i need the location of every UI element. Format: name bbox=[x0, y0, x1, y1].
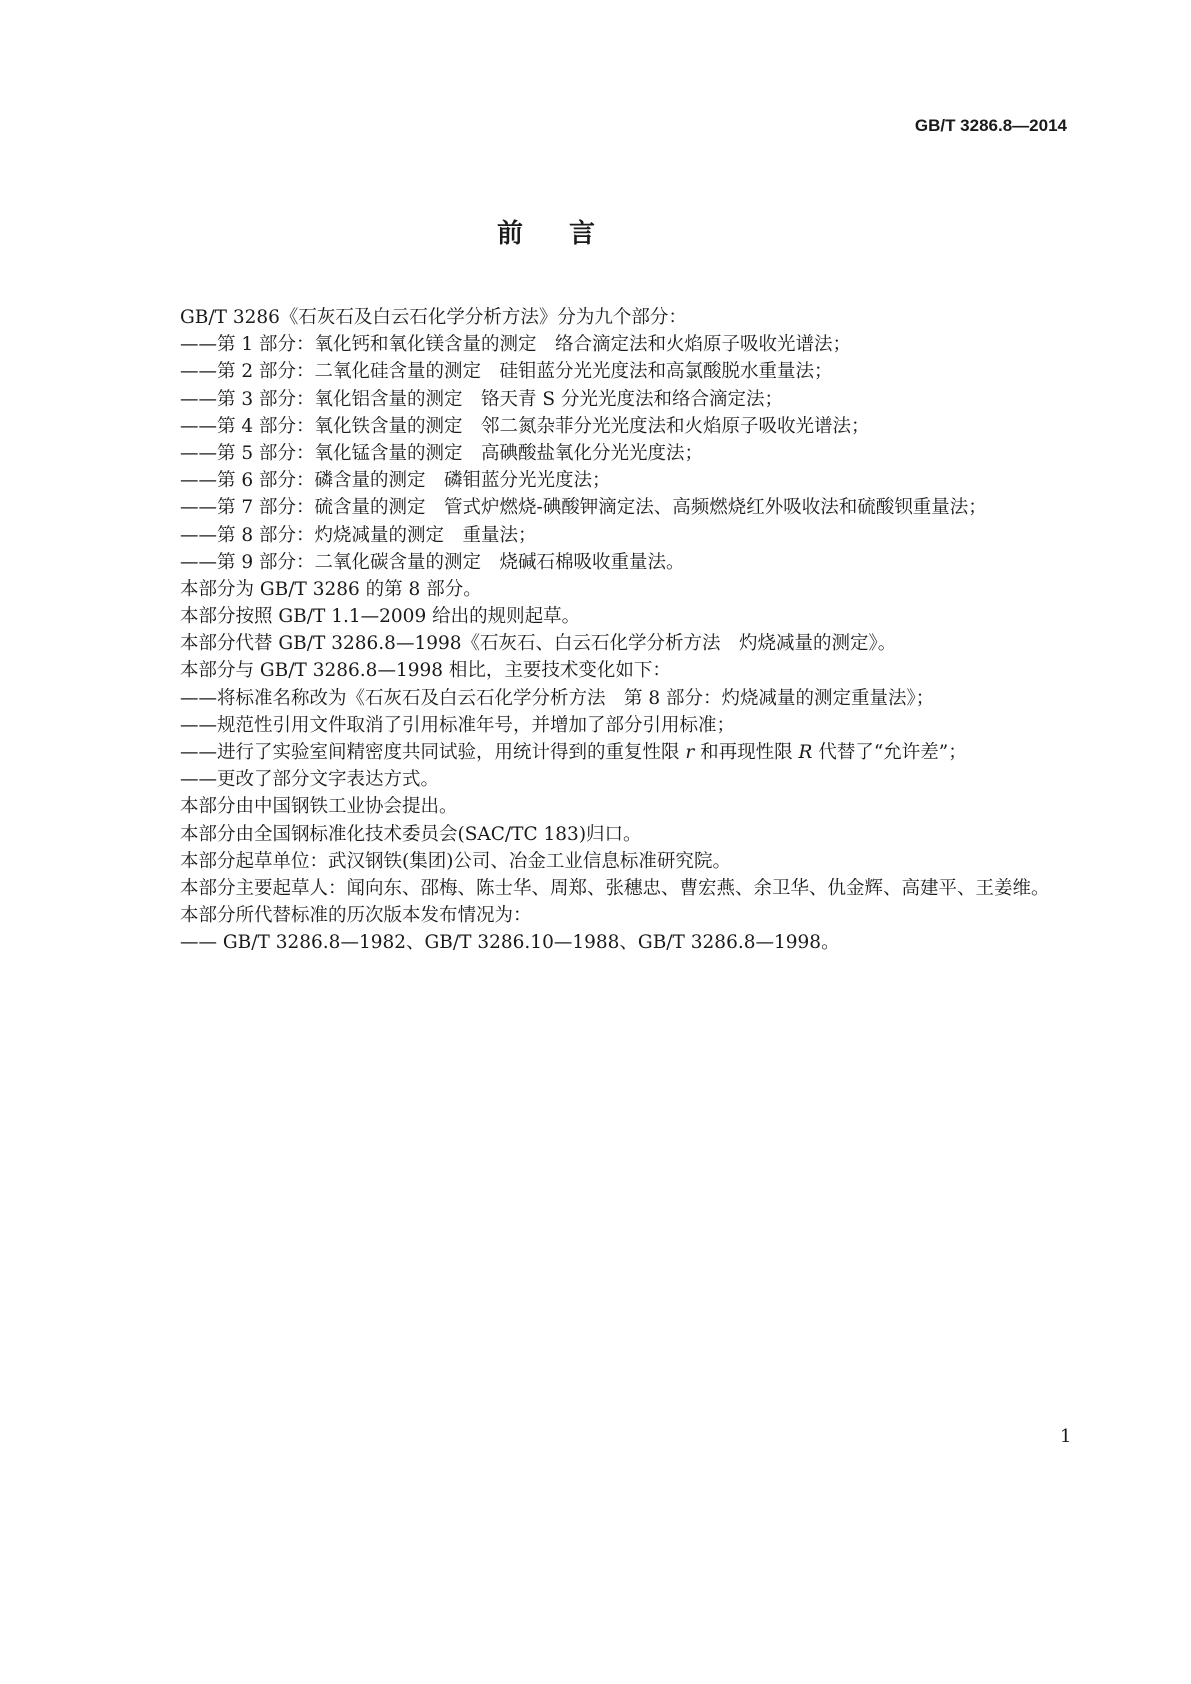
body-line: ——第 2 部分：二氧化硅含量的测定 硅钼蓝分光光度法和高氯酸脱水重量法； bbox=[180, 361, 833, 383]
precision-line-text: 代替了“允许差”； bbox=[812, 742, 967, 763]
body-line: —— GB/T 3286.8—1982、GB/T 3286.10—1988、GB/T 3286.8—1998。 bbox=[180, 932, 840, 954]
body-line: ——第 5 部分：氧化锰含量的测定 高碘酸盐氧化分光光度法； bbox=[180, 442, 704, 464]
body-line: 本部分代替 GB/T 3286.8—1998《石灰石、白云石化学分析方法 灼烧减量的测定》。 bbox=[180, 633, 897, 655]
body-line: ——第 4 部分：氧化铁含量的测定 邻二氮杂菲分光光度法和火焰原子吸收光谱法； bbox=[180, 415, 870, 437]
body-line: 本部分所代替标准的历次版本发布情况为： bbox=[180, 905, 532, 927]
precision-line-text: 和再现性限 bbox=[694, 742, 799, 763]
foreword-body bbox=[180, 304, 1080, 957]
body-line: ——更改了部分文字表达方式。 bbox=[180, 769, 440, 791]
body-line: ——第 7 部分：硫含量的测定 管式炉燃烧-碘酸钾滴定法、高频燃烧红外吸收法和硫酸钡重量法； bbox=[180, 497, 987, 519]
body-line: 本部分按照 GB/T 1.1—2009 给出的规则起草。 bbox=[180, 606, 581, 628]
reproducibility-symbol: R bbox=[798, 742, 813, 763]
body-line: ——第 8 部分：灼烧减量的测定 重量法； bbox=[180, 524, 537, 546]
body-line: ——将标准名称改为《石灰石及白云石化学分析方法 第 8 部分：灼烧减量的测定重量法》； bbox=[180, 687, 935, 709]
precision-line-text: ——进行了实验室间精密度共同试验，用统计得到的重复性限 bbox=[180, 742, 686, 763]
body-line: ——第 6 部分：磷含量的测定 磷钼蓝分光光度法； bbox=[180, 470, 611, 492]
body-line: 本部分主要起草人：闻向东、邵梅、陈士华、周郑、张穗忠、曹宏燕、余卫华、仇金辉、高建平、王姜维。 bbox=[180, 877, 1050, 899]
page-number: 1 bbox=[1060, 1426, 1072, 1447]
standard-code: GB/T 3286.8—2014 bbox=[914, 116, 1067, 135]
body-line: 本部分由全国钢标准化技术委员会(SAC/TC 183)归口。 bbox=[180, 823, 642, 845]
body-line: ——第 1 部分：氧化钙和氧化镁含量的测定 络合滴定法和火焰原子吸收光谱法； bbox=[180, 334, 852, 356]
precision-line bbox=[180, 739, 1080, 766]
body-line: ——规范性引用文件取消了引用标准年号，并增加了部分引用标准； bbox=[180, 714, 736, 736]
body-line: 本部分起草单位：武汉钢铁(集团)公司、冶金工业信息标准研究院。 bbox=[180, 850, 731, 872]
body-line: 本部分与 GB/T 3286.8—1998 相比，主要技术变化如下： bbox=[180, 660, 671, 682]
repeatability-symbol: r bbox=[685, 742, 695, 763]
body-line: 本部分为 GB/T 3286 的第 8 部分。 bbox=[180, 578, 482, 600]
body-line: ——第 9 部分：二氧化碳含量的测定 烧碱石棉吸收重量法。 bbox=[180, 551, 685, 573]
body-line: GB/T 3286《石灰石及白云石化学分析方法》分为九个部分： bbox=[180, 307, 687, 328]
body-line: ——第 3 部分：氧化铝含量的测定 铬天青 S 分光光度法和络合滴定法； bbox=[180, 388, 783, 410]
body-line: 本部分由中国钢铁工业协会提出。 bbox=[180, 796, 458, 818]
page-title: 前 言 bbox=[497, 219, 606, 249]
